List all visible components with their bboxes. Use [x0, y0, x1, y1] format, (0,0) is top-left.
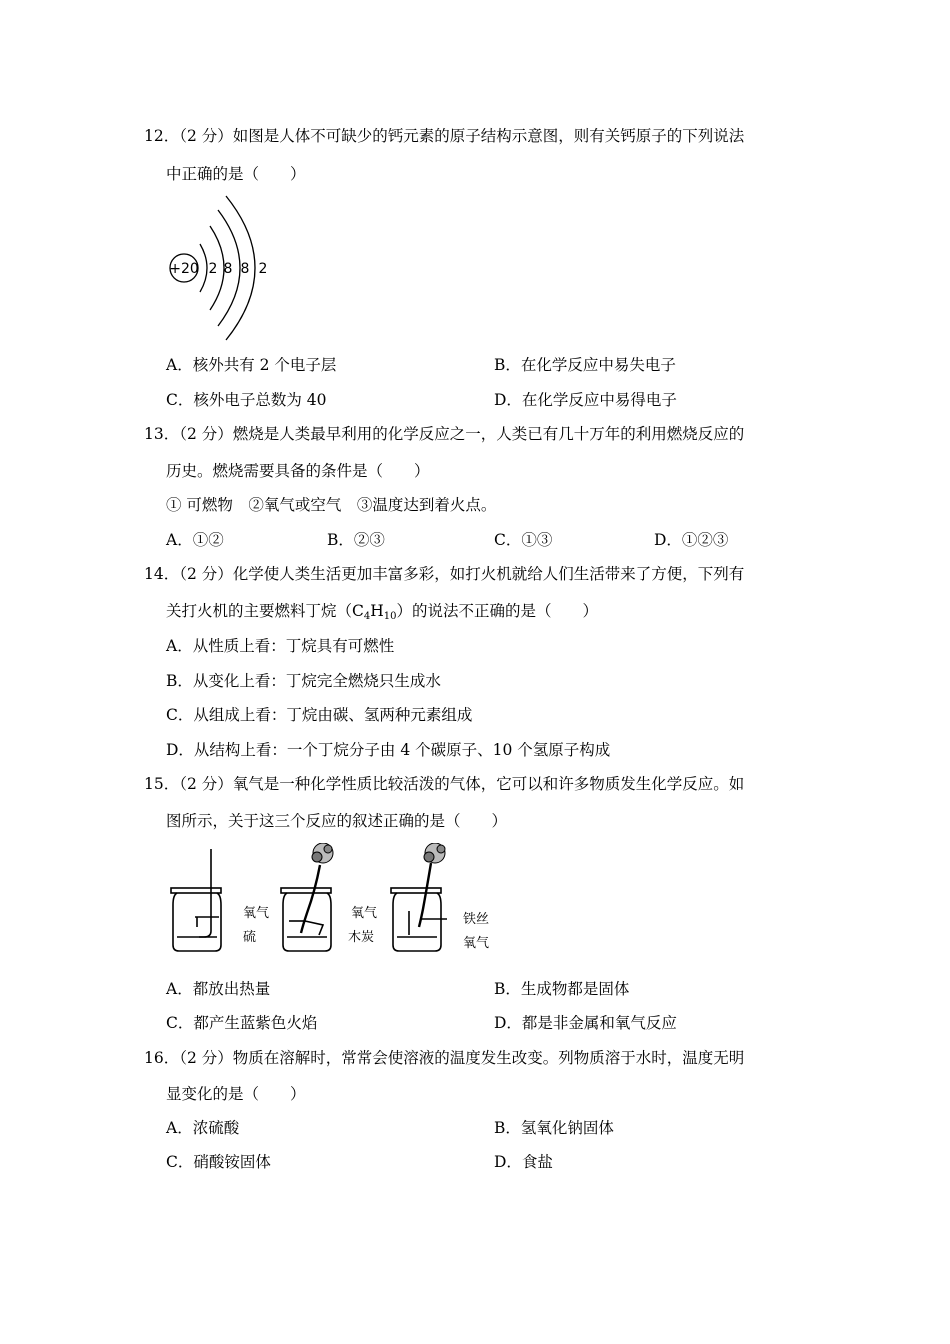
subscript-10: 10	[383, 611, 397, 622]
q14-stem-line1: 14．（2 分）化学使人类生活更加丰富多彩，如打火机就给人们生活带来了方便，下列有	[144, 565, 745, 583]
q15-option-d: D．都是非金属和氧气反应	[494, 1014, 677, 1032]
q12-option-d: D．在化学反应中易得电子	[494, 391, 677, 409]
q14-stem-pre: 关打火机的主要燃料丁烷（C	[166, 602, 364, 620]
q13-option-d: D．①②③	[654, 531, 729, 549]
charcoal-flame	[312, 843, 333, 863]
iron-wire-flame	[424, 843, 445, 863]
q16-option-d: D．食盐	[494, 1153, 553, 1171]
q14-option-c: C．从组成上看：丁烷由碳、氢两种元素组成	[166, 706, 473, 724]
shell-electrons-1: 2	[208, 261, 218, 277]
electron-shell-1	[200, 244, 207, 292]
q12-stem-line2: 中正确的是（ ）	[166, 165, 306, 183]
q12-option-c: C．核外电子总数为 40	[166, 391, 327, 409]
q15-stem-line2: 图所示，关于这三个反应的叙述正确的是（ ）	[166, 812, 508, 830]
subscript-4: 4	[363, 611, 371, 622]
jar-iron-wire	[391, 863, 447, 951]
jar-charcoal	[281, 865, 331, 951]
q13-option-c: C．①③	[494, 531, 553, 549]
q15-option-a: A．都放出热量	[166, 980, 271, 998]
q12-option-a: A．核外共有 2 个电子层	[166, 356, 337, 374]
jar1-substance-label: 硫	[243, 930, 257, 945]
three-reactions-figure	[165, 843, 505, 958]
q15-option-b: B．生成物都是固体	[494, 980, 630, 998]
q14-option-d: D．从结构上看：一个丁烷分子由 4 个碳原子、10 个氢原子构成	[166, 741, 611, 759]
nucleus-charge: +20	[169, 261, 199, 277]
jar3-top-label: 铁丝	[463, 912, 490, 927]
q12-option-b: B．在化学反应中易失电子	[494, 356, 676, 374]
jar2-substance-label: 木炭	[348, 930, 375, 945]
q14-option-a: A．从性质上看：丁烷具有可燃性	[166, 637, 395, 655]
q16-stem-line2: 显变化的是（ ）	[166, 1085, 306, 1103]
jar1-gas-label: 氧气	[243, 906, 270, 921]
q13-option-b: B．②③	[327, 531, 385, 549]
q13-stem-line1: 13．（2 分）燃烧是人类最早利用的化学反应之一，人类已有几十万年的利用燃烧反应的	[144, 425, 745, 443]
q16-option-b: B．氢氧化钠固体	[494, 1119, 614, 1137]
q13-conditions: ① 可燃物 ②氧气或空气 ③温度达到着火点。	[166, 496, 497, 514]
q13-option-a: A．①②	[166, 531, 224, 549]
shell-electrons-2: 8	[223, 261, 233, 277]
jar2-gas-label: 氧气	[351, 906, 378, 921]
q14-stem-line2	[166, 601, 598, 621]
q16-option-a: A．浓硫酸	[166, 1119, 240, 1137]
shell-electrons-4: 2	[258, 261, 268, 277]
calcium-atom-structure-diagram	[162, 194, 302, 344]
q16-stem-line1: 16．（2 分）物质在溶解时，常常会使溶液的温度发生改变。列物质溶于水时，温度无明	[144, 1049, 745, 1067]
shell-electrons-3: 8	[240, 261, 250, 277]
q15-stem-line1: 15．（2 分）氧气是一种化学性质比较活泼的气体，它可以和许多物质发生化学反应。如	[144, 775, 745, 793]
q14-stem-post: ）的说法不正确的是（ ）	[396, 602, 599, 620]
hydrogen-symbol: H	[370, 602, 384, 620]
q12-stem-line1: 12．（2 分）如图是人体不可缺少的钙元素的原子结构示意图，则有关钙原子的下列说法	[144, 127, 745, 145]
q13-stem-line2: 历史。燃烧需要具备的条件是（ ）	[166, 462, 430, 480]
q15-option-c: C．都产生蓝紫色火焰	[166, 1014, 318, 1032]
q16-option-c: C．硝酸铵固体	[166, 1153, 271, 1171]
jar3-bottom-label: 氧气	[463, 936, 490, 951]
q14-option-b: B．从变化上看：丁烷完全燃烧只生成水	[166, 672, 441, 690]
jar-sulfur	[171, 849, 221, 951]
